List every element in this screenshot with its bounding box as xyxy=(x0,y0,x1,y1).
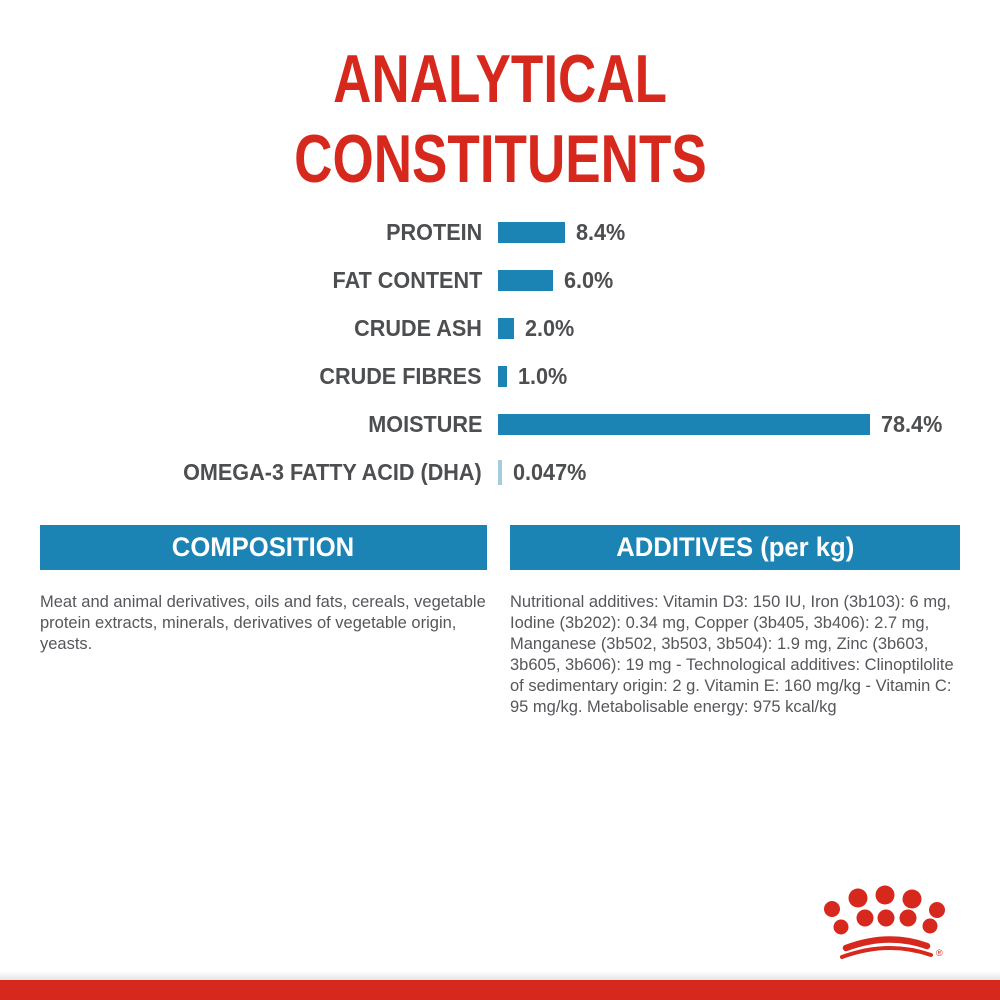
composition-header: COMPOSITION xyxy=(40,525,487,570)
nutrient-bar xyxy=(498,270,553,291)
nutrient-bar xyxy=(498,366,507,387)
chart-row-omega-3-fatty-acid-dha- xyxy=(0,448,1000,496)
nutrient-value: 6.0% xyxy=(564,266,614,293)
nutrient-value: 2.0% xyxy=(525,314,575,341)
title-line-1: ANALYTICAL xyxy=(333,41,667,118)
nutrient-bar xyxy=(498,318,514,339)
nutrient-bar-wrap xyxy=(498,411,946,438)
nutrient-bar-wrap xyxy=(498,315,577,342)
registered-trademark-mark: ® xyxy=(936,948,943,958)
composition-section xyxy=(40,525,487,655)
crown-dots xyxy=(824,886,945,935)
nutrient-value: 78.4% xyxy=(881,410,943,437)
nutrient-label: CRUDE FIBRES xyxy=(319,362,482,389)
chart-row-fat-content xyxy=(0,256,1000,304)
nutrient-value: 1.0% xyxy=(518,362,568,389)
nutrient-bar-wrap xyxy=(498,459,591,486)
chart-row-moisture xyxy=(0,400,1000,448)
footer-red-bar xyxy=(0,980,1000,1000)
chart-row-protein xyxy=(0,208,1000,256)
royal-canin-crown-logo xyxy=(822,878,956,973)
additives-section xyxy=(510,525,960,718)
analytical-constituents-chart xyxy=(0,208,1000,496)
nutrient-value: 8.4% xyxy=(576,218,626,245)
chart-row-crude-ash xyxy=(0,304,1000,352)
page-title xyxy=(0,39,1000,199)
additives-body: Nutritional additives: Vitamin D3: 150 IU, Iron (3b103): 6 mg, Iodine (3b202): 0.34 mg, Copper (3b405, 3b406): 2.7 mg, Manganese (3b502, 3b503, 3b504): 1.9 mg, Zinc (3b603, 3b605, 3b606): 19 mg - Technological additives: Clinoptilolite of sedimentary origin: 2 g. Vitamin E: 160 mg/kg - Vitamin C: 95 mg/kg. Metabolisable energy: 975 kcal/kg xyxy=(510,593,954,716)
nutrient-label: MOISTURE xyxy=(367,410,482,437)
chart-row-crude-fibres xyxy=(0,352,1000,400)
nutrient-bar xyxy=(498,414,870,435)
nutrient-bar xyxy=(498,222,565,243)
nutrient-label: CRUDE ASH xyxy=(354,314,482,341)
nutrient-label: PROTEIN xyxy=(385,218,482,245)
footer-divider xyxy=(0,971,1000,980)
nutrient-bar-wrap xyxy=(498,267,616,294)
additives-header: ADDITIVES (per kg) xyxy=(510,525,960,570)
nutrient-label: FAT CONTENT xyxy=(332,266,482,293)
nutrient-bar-wrap xyxy=(498,219,628,246)
nutrient-value: 0.047% xyxy=(513,458,587,485)
nutrient-label: OMEGA-3 FATTY ACID (DHA) xyxy=(183,458,482,485)
composition-body: Meat and animal derivatives, oils and fats, cereals, vegetable protein extracts, minerals, derivatives of vegetable origin, yeasts. xyxy=(40,593,486,653)
nutrient-bar xyxy=(498,460,502,485)
title-line-2: CONSTITUENTS xyxy=(293,121,707,198)
crown-swoosh xyxy=(842,939,931,957)
nutrient-bar-wrap xyxy=(498,363,570,390)
